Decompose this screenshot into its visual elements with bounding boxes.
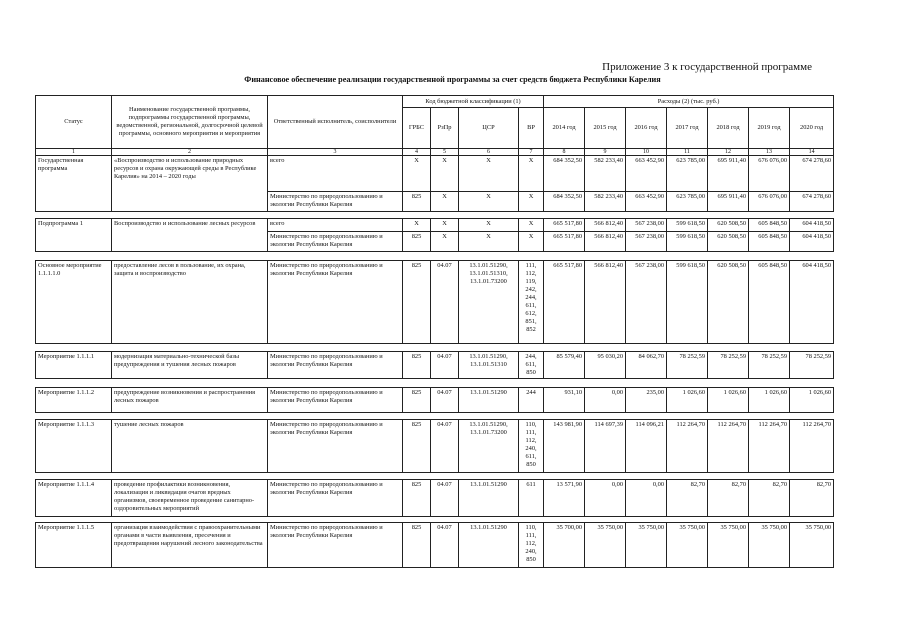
- cell-rzpr: 04.07: [431, 523, 459, 568]
- cell-amount: 695 911,40: [708, 156, 749, 192]
- cell-amount: 605 848,50: [749, 219, 790, 232]
- row-spacer: [36, 413, 834, 420]
- table-row: [36, 156, 834, 192]
- cell-amount: 620 508,50: [708, 219, 749, 232]
- row-spacer: [36, 473, 834, 480]
- cell-grbs: Х: [403, 156, 431, 192]
- table-row: [36, 420, 834, 473]
- cell-rzpr: 04.07: [431, 352, 459, 379]
- cell-amount: 566 812,40: [585, 232, 626, 252]
- header-name: Наименование государственной программы, подпрограммы государственной программы, ведомственной, региональной, долгосрочной целевой программы, основного мероприятия и мероприятия: [112, 96, 268, 149]
- header-year: 2014 год: [544, 108, 585, 149]
- cell-grbs: 825: [403, 232, 431, 252]
- cell-amount: 674 278,60: [790, 156, 834, 192]
- header-year: 2016 год: [626, 108, 667, 149]
- cell-rzpr: 04.07: [431, 420, 459, 473]
- row-status: Подпрограмма 1: [36, 219, 112, 252]
- column-number: 7: [519, 149, 544, 156]
- cell-vr: Х: [519, 192, 544, 212]
- cell-grbs: 825: [403, 192, 431, 212]
- row-executor: Министерство по природопользованию и экологии Республики Карелия: [268, 352, 403, 379]
- cell-amount: 604 418,50: [790, 261, 834, 344]
- cell-amount: 78 252,59: [749, 352, 790, 379]
- cell-amount: 665 517,80: [544, 232, 585, 252]
- cell-amount: 599 618,50: [667, 232, 708, 252]
- cell-amount: 0,00: [585, 480, 626, 517]
- row-name: проведение профилактики возникновения, локализация и ликвидация очагов вредных организмов, своевременное проведение санитарно-оздоровительных мероприятий: [112, 480, 268, 517]
- cell-amount: 663 452,90: [626, 156, 667, 192]
- row-status: Мероприятие 1.1.1.2: [36, 388, 112, 413]
- cell-amount: 567 238,00: [626, 261, 667, 344]
- cell-vr: 111, 112, 119, 242, 244, 611, 612, 851, 852: [519, 261, 544, 344]
- header-rzpr: РзПр: [431, 108, 459, 149]
- cell-csr: Х: [459, 192, 519, 212]
- cell-csr: 13.1.01.51290: [459, 480, 519, 517]
- cell-amount: 623 785,00: [667, 156, 708, 192]
- cell-vr: Х: [519, 219, 544, 232]
- cell-vr: 611: [519, 480, 544, 517]
- row-executor: Министерство по природопользованию и экологии Республики Карелия: [268, 420, 403, 473]
- document-title: Финансовое обеспечение реализации государственной программы за счет средств бюджета Республики Карелия: [244, 75, 661, 84]
- row-executor: Министерство по природопользованию и экологии Республики Карелия: [268, 192, 403, 212]
- cell-amount: 0,00: [585, 388, 626, 413]
- cell-amount: 931,10: [544, 388, 585, 413]
- cell-amount: 35 750,00: [667, 523, 708, 568]
- cell-amount: 112 264,70: [790, 420, 834, 473]
- cell-amount: 599 618,50: [667, 219, 708, 232]
- spacer: [36, 413, 834, 420]
- cell-amount: 604 418,50: [790, 219, 834, 232]
- cell-grbs: 825: [403, 480, 431, 517]
- cell-rzpr: Х: [431, 192, 459, 212]
- header-executor: Ответственный исполнитель, соисполнители: [268, 96, 403, 149]
- cell-amount: 567 238,00: [626, 232, 667, 252]
- cell-amount: 665 517,80: [544, 261, 585, 344]
- cell-grbs: 825: [403, 420, 431, 473]
- cell-amount: 114 096,21: [626, 420, 667, 473]
- table-row: [36, 352, 834, 379]
- row-status: Мероприятие 1.1.1.4: [36, 480, 112, 517]
- cell-csr: 13.1.01.51290, 13.1.01.51310: [459, 352, 519, 379]
- header-year: 2017 год: [667, 108, 708, 149]
- cell-amount: 599 618,50: [667, 261, 708, 344]
- cell-amount: 78 252,59: [667, 352, 708, 379]
- row-status: Мероприятие 1.1.1.1: [36, 352, 112, 379]
- spacer: [36, 344, 834, 352]
- cell-amount: 112 264,70: [708, 420, 749, 473]
- cell-amount: 567 238,00: [626, 219, 667, 232]
- cell-amount: 112 264,70: [749, 420, 790, 473]
- row-executor: всего: [268, 219, 403, 232]
- row-spacer: [36, 344, 834, 352]
- cell-amount: 582 233,40: [585, 192, 626, 212]
- header-code-group: Код бюджетной классификации (1): [403, 96, 544, 108]
- header-grbs: ГРБС: [403, 108, 431, 149]
- cell-rzpr: 04.07: [431, 480, 459, 517]
- header-year: 2019 год: [749, 108, 790, 149]
- cell-vr: 244: [519, 388, 544, 413]
- cell-rzpr: Х: [431, 232, 459, 252]
- cell-amount: 78 252,59: [708, 352, 749, 379]
- cell-amount: 84 062,70: [626, 352, 667, 379]
- table-row: [36, 388, 834, 413]
- spacer: [36, 473, 834, 480]
- cell-rzpr: 04.07: [431, 261, 459, 344]
- header-year: 2020 год: [790, 108, 834, 149]
- row-spacer: [36, 379, 834, 388]
- header-csr: ЦСР: [459, 108, 519, 149]
- column-number: 11: [667, 149, 708, 156]
- row-executor: всего: [268, 156, 403, 192]
- cell-rzpr: 04.07: [431, 388, 459, 413]
- cell-csr: Х: [459, 219, 519, 232]
- column-number: 10: [626, 149, 667, 156]
- spacer: [36, 252, 834, 261]
- row-executor: Министерство по природопользованию и экологии Республики Карелия: [268, 261, 403, 344]
- cell-amount: 665 517,80: [544, 219, 585, 232]
- row-executor: Министерство по природопользованию и экологии Республики Карелия: [268, 388, 403, 413]
- table-row: [36, 261, 834, 344]
- cell-csr: 13.1.01.51290, 13.1.01.51310, 13.1.01.73200: [459, 261, 519, 344]
- row-name: модернизация материально-технической базы предупреждения и тушения лесных пожаров: [112, 352, 268, 379]
- cell-amount: 112 264,70: [667, 420, 708, 473]
- cell-amount: 1 026,60: [790, 388, 834, 413]
- cell-grbs: 825: [403, 388, 431, 413]
- cell-amount: 663 452,90: [626, 192, 667, 212]
- finance-table: [35, 95, 834, 568]
- table-row: [36, 480, 834, 517]
- cell-amount: 695 911,40: [708, 192, 749, 212]
- cell-amount: 114 697,39: [585, 420, 626, 473]
- header-row-1: [36, 96, 834, 108]
- row-name: предупреждение возникновения и распространения лесных пожаров: [112, 388, 268, 413]
- row-status: Мероприятие 1.1.1.3: [36, 420, 112, 473]
- row-spacer: [36, 212, 834, 219]
- header-status: Статус: [36, 96, 112, 149]
- cell-csr: 13.1.01.51290, 13.1.01.73200: [459, 420, 519, 473]
- cell-amount: 604 418,50: [790, 232, 834, 252]
- cell-vr: 244, 611, 850: [519, 352, 544, 379]
- header-vr: ВР: [519, 108, 544, 149]
- column-number: 14: [790, 149, 834, 156]
- column-number: 5: [431, 149, 459, 156]
- cell-amount: 623 785,00: [667, 192, 708, 212]
- cell-amount: 1 026,60: [708, 388, 749, 413]
- cell-amount: 35 750,00: [585, 523, 626, 568]
- row-executor: Министерство по природопользованию и экологии Республики Карелия: [268, 480, 403, 517]
- cell-amount: 1 026,60: [749, 388, 790, 413]
- cell-amount: 566 812,40: [585, 261, 626, 344]
- column-number: 12: [708, 149, 749, 156]
- cell-amount: 13 571,90: [544, 480, 585, 517]
- cell-grbs: 825: [403, 352, 431, 379]
- cell-csr: Х: [459, 156, 519, 192]
- column-number: 1: [36, 149, 112, 156]
- row-status: Основное мероприятие 1.1.1.1.0: [36, 261, 112, 344]
- column-number: 2: [112, 149, 268, 156]
- header-expenses-group: Расходы (2) (тыс. руб.): [544, 96, 834, 108]
- row-status: Мероприятие 1.1.1.5: [36, 523, 112, 568]
- column-number: 13: [749, 149, 790, 156]
- cell-rzpr: Х: [431, 156, 459, 192]
- cell-amount: 235,00: [626, 388, 667, 413]
- cell-amount: 620 508,50: [708, 261, 749, 344]
- cell-amount: 566 812,40: [585, 219, 626, 232]
- cell-rzpr: Х: [431, 219, 459, 232]
- row-name: «Воспроизводство и использование природных ресурсов и охрана окружающей среды в Республике Карелия» на 2014 – 2020 годы: [112, 156, 268, 212]
- spacer: [36, 379, 834, 388]
- appendix-caption: Приложение 3 к государственной программе: [602, 61, 812, 73]
- cell-amount: 82,70: [790, 480, 834, 517]
- table-row: [36, 523, 834, 568]
- row-spacer: [36, 252, 834, 261]
- cell-amount: 582 233,40: [585, 156, 626, 192]
- cell-vr: Х: [519, 232, 544, 252]
- cell-amount: 85 579,40: [544, 352, 585, 379]
- cell-csr: 13.1.01.51290: [459, 388, 519, 413]
- cell-amount: 78 252,59: [790, 352, 834, 379]
- cell-vr: 110, 111, 112, 240, 611, 850: [519, 420, 544, 473]
- cell-amount: 676 076,00: [749, 192, 790, 212]
- cell-vr: 110, 111, 112, 240, 850: [519, 523, 544, 568]
- column-number: 8: [544, 149, 585, 156]
- cell-amount: 620 508,50: [708, 232, 749, 252]
- column-number: 3: [268, 149, 403, 156]
- column-number: 9: [585, 149, 626, 156]
- cell-grbs: Х: [403, 219, 431, 232]
- cell-amount: 674 278,60: [790, 192, 834, 212]
- row-name: предоставление лесов в пользование, их охрана, защита и воспроизводство: [112, 261, 268, 344]
- cell-amount: 35 750,00: [708, 523, 749, 568]
- table-row: [36, 219, 834, 232]
- cell-amount: 0,00: [626, 480, 667, 517]
- cell-amount: 605 848,50: [749, 232, 790, 252]
- cell-grbs: 825: [403, 261, 431, 344]
- cell-vr: Х: [519, 156, 544, 192]
- cell-amount: 95 030,20: [585, 352, 626, 379]
- cell-amount: 35 750,00: [790, 523, 834, 568]
- cell-amount: 605 848,50: [749, 261, 790, 344]
- row-name: тушение лесных пожаров: [112, 420, 268, 473]
- cell-csr: 13.1.01.51290: [459, 523, 519, 568]
- row-executor: Министерство по природопользованию и экологии Республики Карелия: [268, 523, 403, 568]
- column-number: 6: [459, 149, 519, 156]
- cell-grbs: 825: [403, 523, 431, 568]
- cell-amount: 82,70: [749, 480, 790, 517]
- cell-amount: 684 352,50: [544, 156, 585, 192]
- cell-amount: 82,70: [708, 480, 749, 517]
- cell-amount: 1 026,60: [667, 388, 708, 413]
- row-status: Государственная программа: [36, 156, 112, 212]
- row-name: Воспроизводство и использование лесных ресурсов: [112, 219, 268, 252]
- spacer: [36, 212, 834, 219]
- cell-amount: 684 352,50: [544, 192, 585, 212]
- column-number-row: [36, 149, 834, 156]
- cell-amount: 35 750,00: [626, 523, 667, 568]
- row-name: организация взаимодействия с правоохранительными органами в части выявления, пресечения и предотвращения нарушений лесного законодательства: [112, 523, 268, 568]
- header-year: 2015 год: [585, 108, 626, 149]
- cell-amount: 82,70: [667, 480, 708, 517]
- row-executor: Министерство по природопользованию и экологии Республики Карелия: [268, 232, 403, 252]
- cell-amount: 676 076,00: [749, 156, 790, 192]
- cell-amount: 143 981,90: [544, 420, 585, 473]
- cell-amount: 35 750,00: [749, 523, 790, 568]
- cell-amount: 35 700,00: [544, 523, 585, 568]
- header-year: 2018 год: [708, 108, 749, 149]
- cell-csr: Х: [459, 232, 519, 252]
- column-number: 4: [403, 149, 431, 156]
